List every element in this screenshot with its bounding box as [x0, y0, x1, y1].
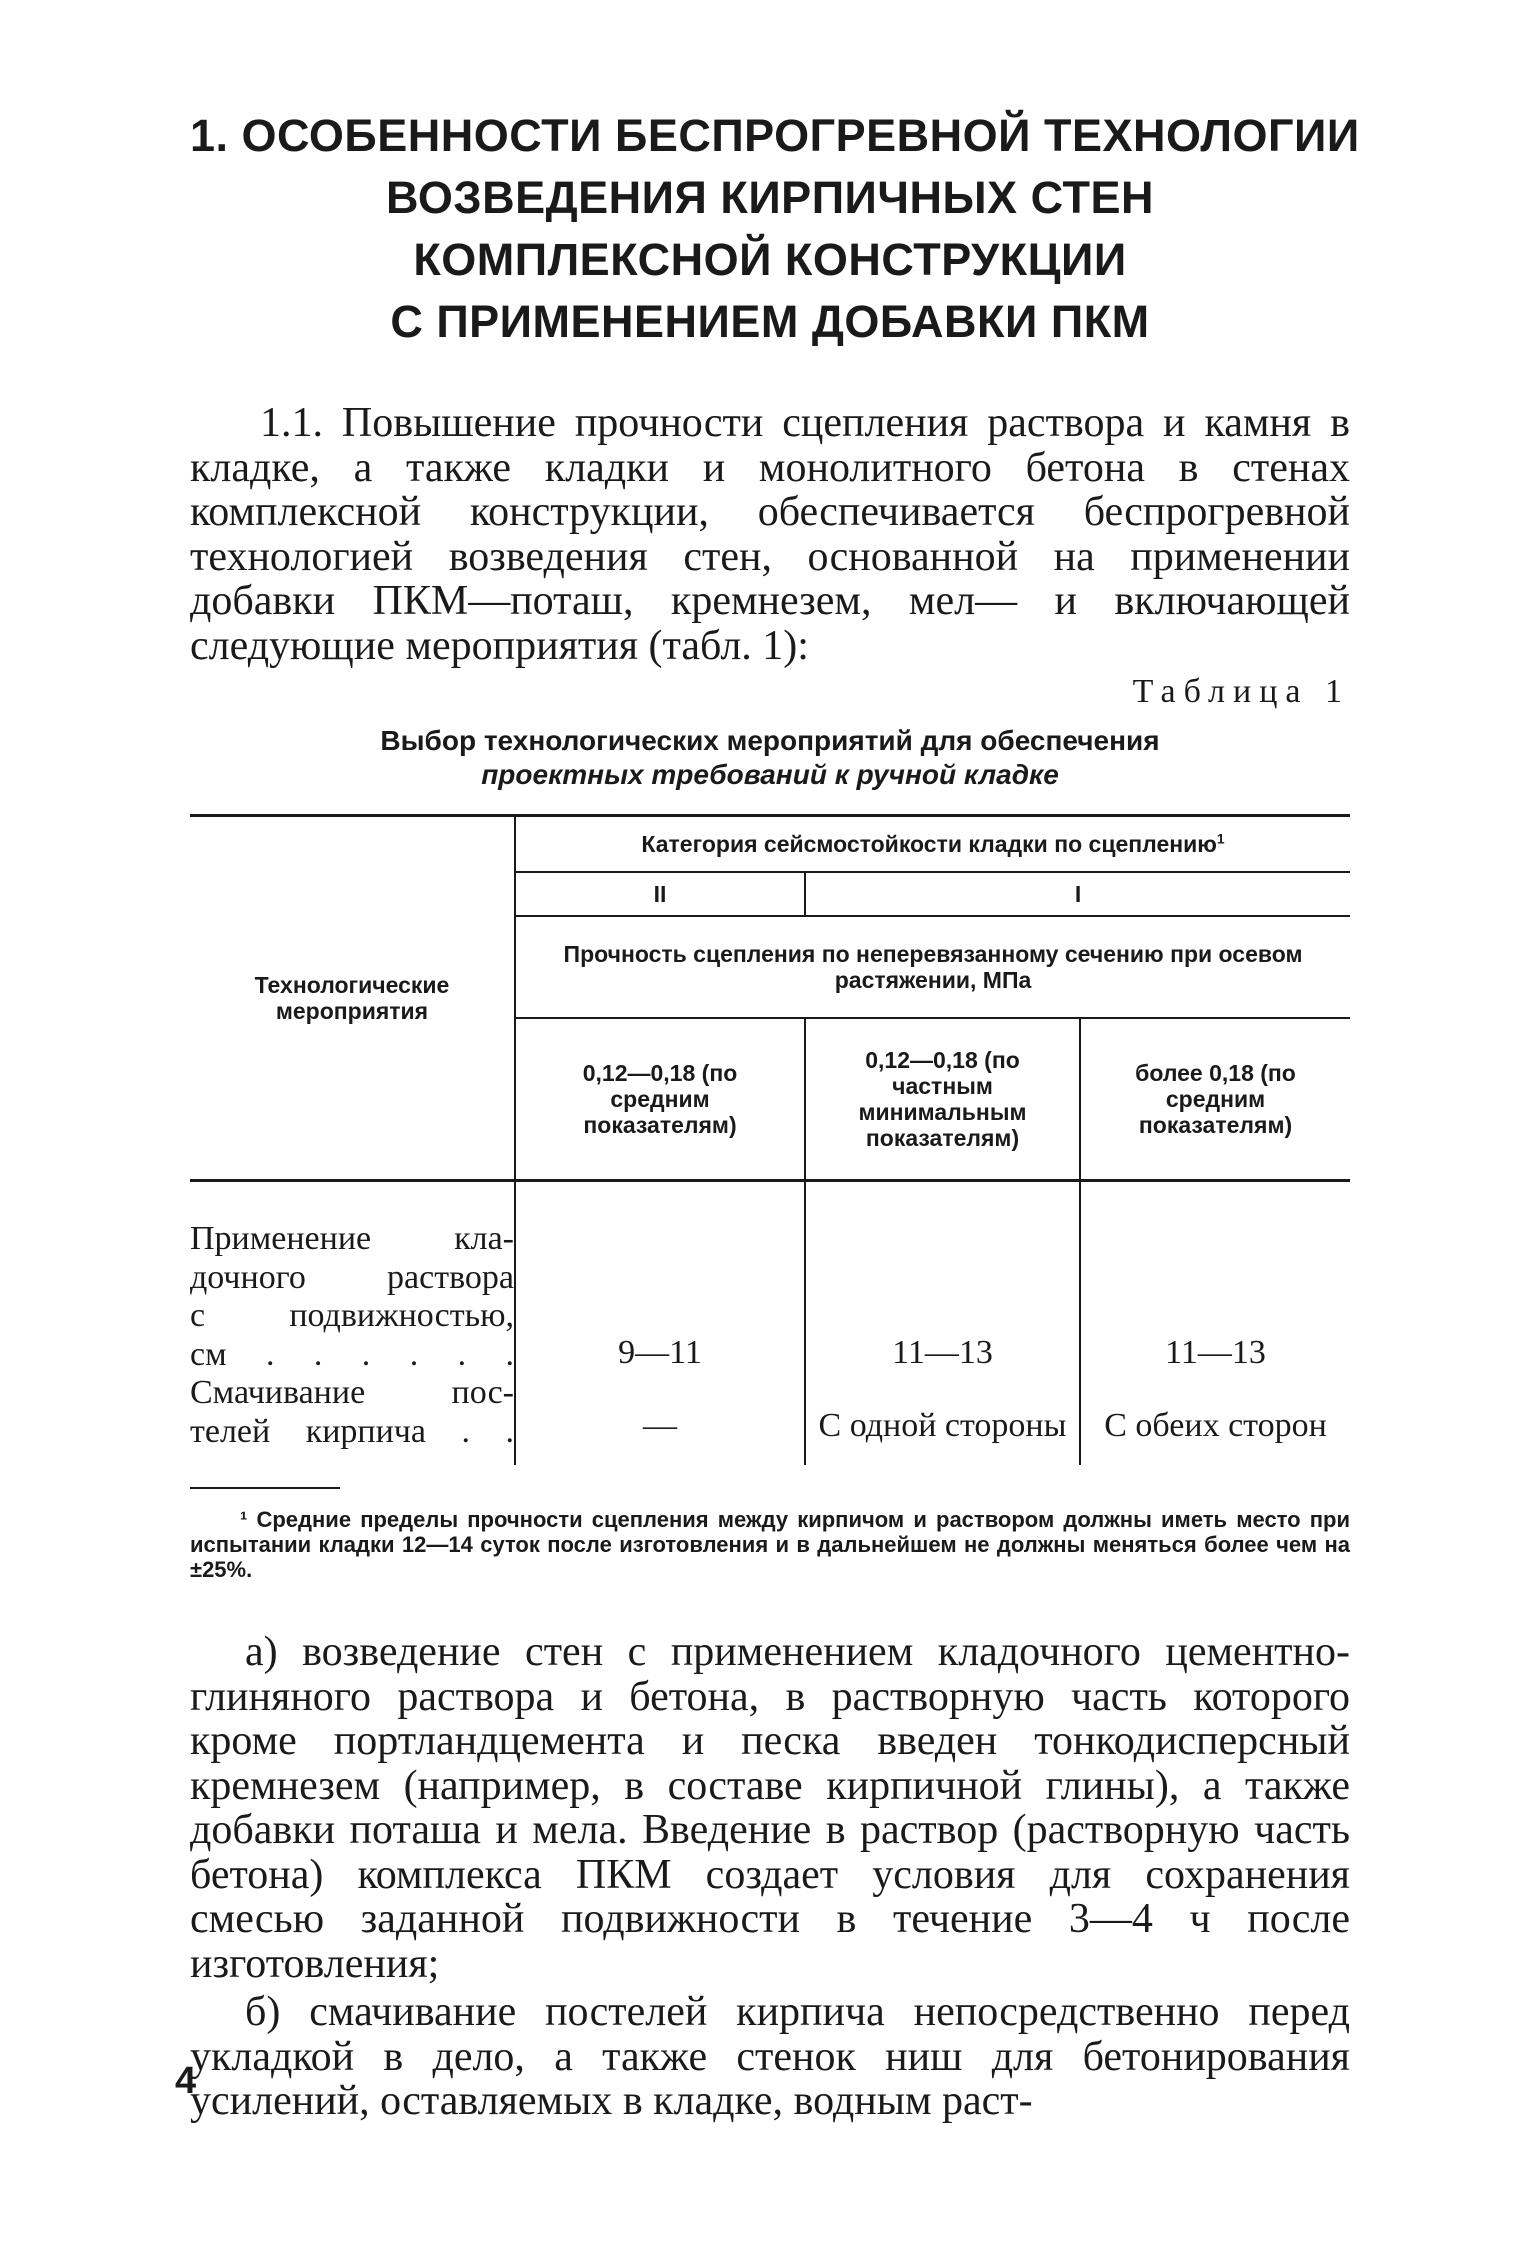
header-col-2: 0,12—0,18 (по частным минимальным показателям)	[805, 1018, 1080, 1181]
measures-table	[190, 814, 1350, 1465]
intro-paragraph: 1.1. Повышение прочности сцепления раствора и камня в кладке, а также кладки и монолитного бетона в стенах комплексной конструкции, обеспечивается беспрогревной технологией возведения стен, основанной на применении добавки ПКМ—поташ, кремнезем, мел— и включающей следующие мероприятия (табл. 1):	[190, 400, 1350, 669]
heading-line-1: 1. ОСОБЕННОСТИ БЕСПРОГРЕВНОЙ ТЕХНОЛОГИИ	[190, 110, 1360, 161]
footnote-mark: 1	[1216, 831, 1225, 847]
footnote-divider	[190, 1487, 340, 1489]
table-row	[190, 1181, 1350, 1375]
header-category-I: I	[805, 872, 1350, 916]
header-strength: Прочность сцепления по неперевязанному сечению при осевом растяжении, МПа	[515, 916, 1350, 1018]
heading-line-3: КОМПЛЕКСНОЙ КОНСТРУКЦИИ	[413, 234, 1127, 285]
row-label-line: Смачивание пос-	[190, 1374, 514, 1411]
page-number: 4	[175, 2060, 197, 2102]
heading-line-4: С ПРИМЕНЕНИЕМ ДОБАВКИ ПКМ	[390, 296, 1150, 347]
section-heading	[190, 105, 1360, 353]
table-label: Таблица 1	[1132, 673, 1350, 710]
page-content	[190, 105, 1360, 2124]
cell-mortar-col-1: 9—11	[515, 1181, 805, 1375]
paragraph-a: а) возведение стен с применением кладочного цементно-глиняного раствора и бетона, в растворную часть которого кроме портландцемента и песка введен тонкодисперсный кремнезем (например, в составе кирпичной глины), а также добавки поташа и мела. Введение в раствор (растворную часть бетона) комплекса ПКМ создает условия для сохранения смесью заданной подвижности в течение 3—4 ч после изготовления;	[190, 1629, 1350, 1987]
heading-line-2: ВОЗВЕДЕНИЯ КИРПИЧНЫХ СТЕН	[386, 172, 1154, 223]
table-caption	[190, 724, 1350, 792]
row-label-line: дочного раствора	[190, 1258, 514, 1296]
table-caption-line-1: Выбор технологических мероприятий для обеспечения	[380, 725, 1160, 756]
row-label-mortar	[190, 1181, 515, 1375]
cell-wetting-col-3: С обеих сторон	[1080, 1374, 1350, 1465]
row-label-line: Применение кла-	[190, 1220, 514, 1257]
table-caption-line-2: проектных требований к ручной кладке	[481, 759, 1059, 790]
header-category-II: II	[515, 872, 805, 916]
header-category-text: Категория сейсмостойкости кладки по сцеплению	[641, 831, 1217, 857]
header-measures: Технологические мероприятия	[190, 816, 515, 1181]
cell-mortar-col-2: 11—13	[805, 1181, 1080, 1375]
table-row	[190, 1374, 1350, 1465]
header-col-3: более 0,18 (по средним показателям)	[1080, 1018, 1350, 1181]
row-label-wetting	[190, 1374, 515, 1465]
header-category	[515, 816, 1350, 873]
cell-wetting-col-1: —	[515, 1374, 805, 1465]
row-label-line: с подвижностью,	[190, 1297, 514, 1334]
table-footnote: ¹ Средние пределы прочности сцепления между кирпичом и раствором должны иметь место при испытании кладки 12—14 суток после изготовления и в дальнейшем не должны меняться более чем на ±25%.	[190, 1507, 1350, 1582]
cell-mortar-col-3: 11—13	[1080, 1181, 1350, 1375]
row-label-line: см . . . . . .	[190, 1335, 514, 1373]
header-col-1: 0,12—0,18 (по средним показателям)	[515, 1018, 805, 1181]
cell-wetting-col-2: С одной стороны	[805, 1374, 1080, 1465]
paragraph-b: б) смачивание постелей кирпича непосредственно перед укладкой в дело, а также стенок ниш для бетонирования усилений, оставляемых в кладке, водным раст-	[190, 1989, 1350, 2124]
row-label-line: телей кирпича . .	[190, 1412, 514, 1450]
